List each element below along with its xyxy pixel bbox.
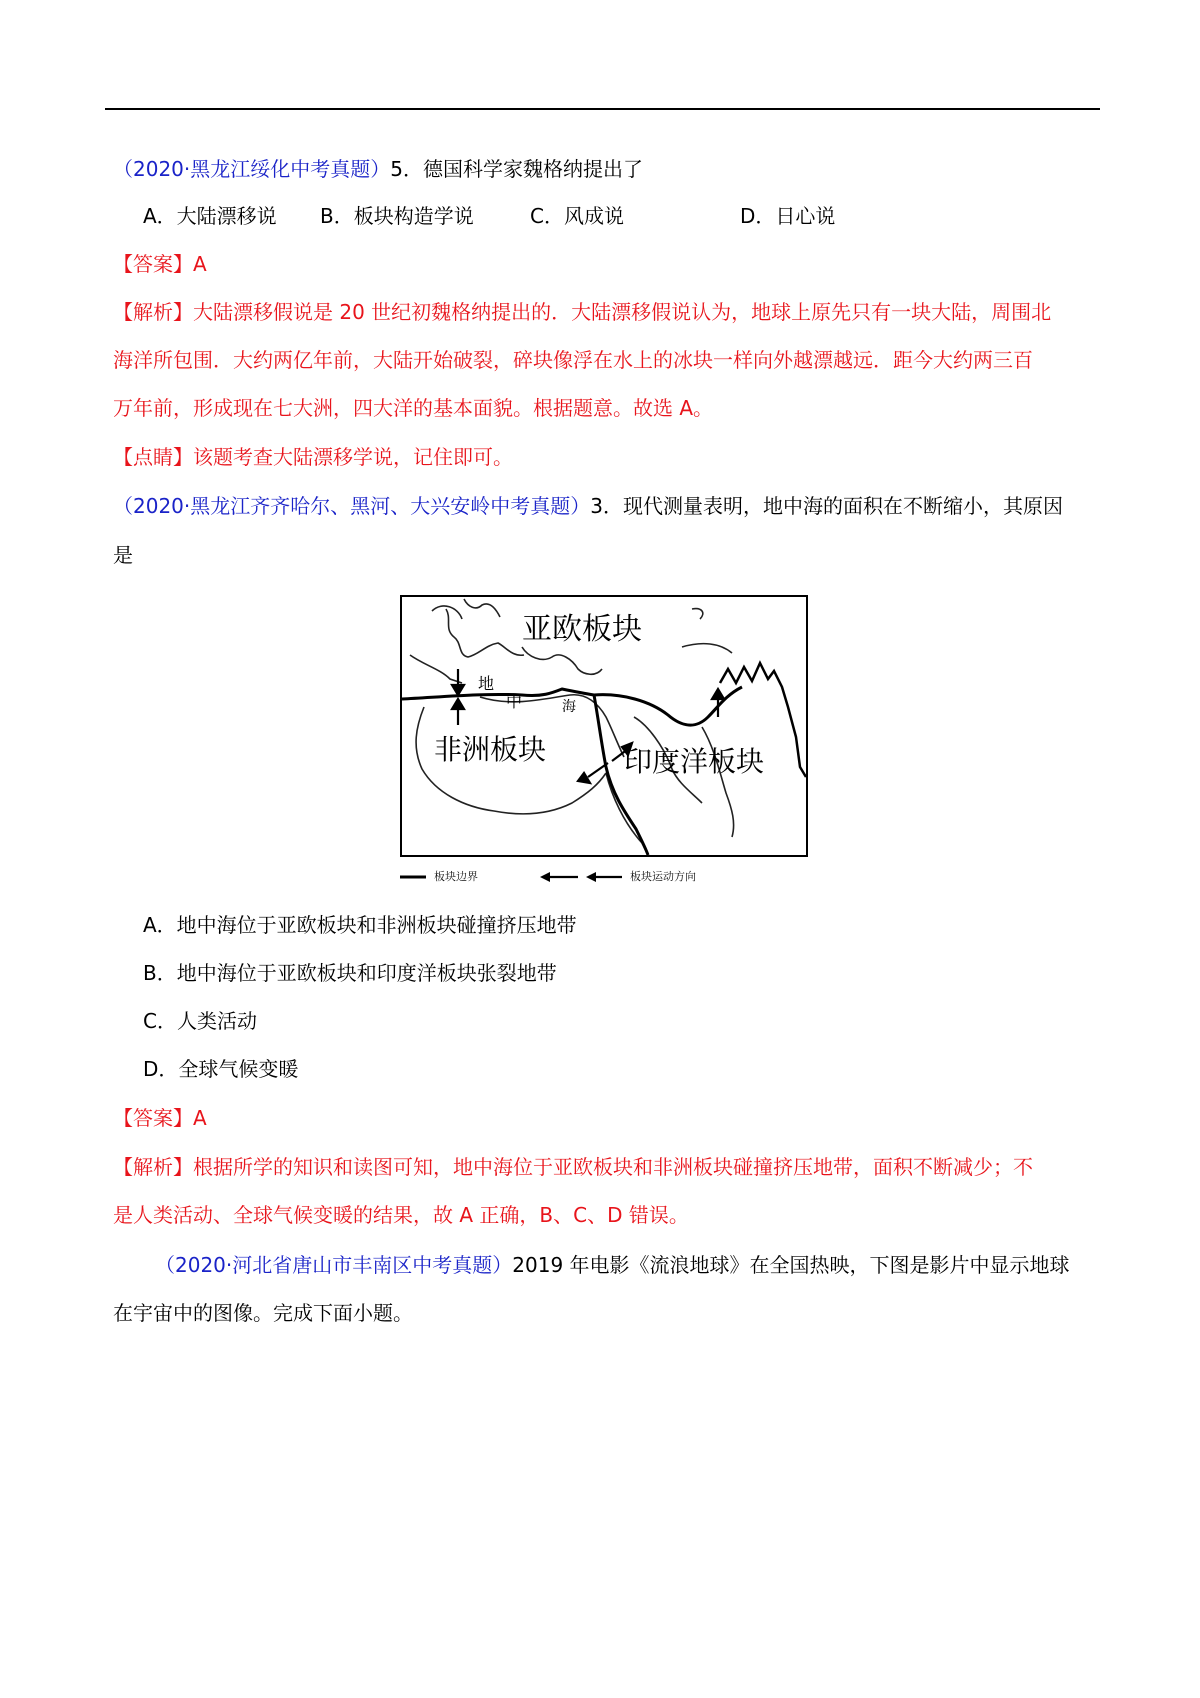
- q2-stem: [113, 492, 1063, 520]
- europe-coast: [446, 609, 524, 657]
- arrow-eurasia-south-head: [452, 685, 464, 695]
- q1-analysis-line-2: 海洋所包围．大约两亿年前，大陆开始破裂，碎块像浮在水上的冰块一样向外越漂越远．距今大约两三百: [113, 348, 1033, 372]
- q2-source: （2020·黑龙江齐齐哈尔、黑河、大兴安岭中考真题）: [113, 494, 591, 518]
- eurasia-africa-boundary: [402, 689, 594, 699]
- iberia-coast: [410, 655, 462, 683]
- plate-map-graphic: [402, 597, 806, 855]
- legend-arrow-1-head: [540, 872, 550, 882]
- q1-comment: 【点睛】该题考查大陆漂移学说，记住即可。: [113, 445, 513, 469]
- q3-stem: [155, 1251, 1070, 1279]
- label-sea-char-3: 海: [562, 700, 576, 715]
- q1-option-a: A．大陆漂移说: [143, 204, 277, 228]
- q2-stem-text: 3．现代测量表明，地中海的面积在不断缩小，其原因: [590, 494, 1063, 518]
- q1-analysis-line-3: 万年前，形成现在七大洲，四大洋的基本面貌。根据题意。故选 A。: [113, 396, 714, 420]
- q2-option-d: D．全球气候变暖: [143, 1057, 299, 1081]
- black-sea-region: [522, 647, 602, 674]
- q3-stem-text: 2019 年电影《流浪地球》在全国热映，下图是影片中显示地球: [512, 1253, 1070, 1277]
- q2-option-a: A．地中海位于亚欧板块和非洲板块碰撞挤压地带: [143, 913, 577, 937]
- plate-map: [400, 595, 808, 857]
- header-rule: [105, 108, 1100, 110]
- q3-source: （2020·河北省唐山市丰南区中考真题）: [155, 1253, 513, 1277]
- legend-direction-label: 板块运动方向: [630, 870, 696, 883]
- caspian-region: [682, 644, 732, 653]
- label-indian-ocean-plate: 印度洋板块: [624, 747, 765, 778]
- q1-answer: 【答案】A: [113, 252, 207, 276]
- aral-region: [692, 609, 703, 619]
- label-sea-char-2: 中: [506, 694, 523, 711]
- q1-option-d: D．日心说: [740, 204, 836, 228]
- q1-stem-text: 5．德国科学家魏格纳提出了: [390, 157, 643, 181]
- arrow-africa-north-head: [452, 699, 464, 709]
- legend-arrow-2-head: [586, 872, 596, 882]
- q2-stem-line-2: 是: [113, 543, 133, 567]
- legend-boundary-label: 板块边界: [434, 870, 478, 883]
- q2-option-c: C．人类活动: [143, 1009, 257, 1033]
- scandinavia-coast: [464, 599, 500, 617]
- label-eurasia-plate: 亚欧板块: [522, 613, 642, 646]
- q1-stem: [113, 155, 643, 183]
- india-coast: [702, 727, 734, 837]
- q1-option-b: B．板块构造学说: [320, 204, 474, 228]
- q3-stem-line-2: 在宇宙中的图像。完成下面小题。: [113, 1301, 413, 1325]
- label-africa-plate: 非洲板块: [434, 735, 547, 766]
- q2-answer: 【答案】A: [113, 1106, 207, 1130]
- arrow-india-north-head: [712, 689, 724, 699]
- map-legend: [400, 866, 808, 888]
- q2-option-b: B．地中海位于亚欧板块和印度洋板块张裂地带: [143, 961, 557, 985]
- q2-analysis-line-2: 是人类活动、全球气候变暖的结果，故 A 正确，B、C、D 错误。: [113, 1203, 689, 1227]
- q1-option-c: C．风成说: [530, 204, 624, 228]
- q1-analysis-line-1: 【解析】大陆漂移假说是 20 世纪初魏格纳提出的．大陆漂移假说认为，地球上原先只有一块大陆，周围北: [113, 300, 1052, 324]
- label-sea-char-1: 地: [478, 676, 495, 693]
- q2-analysis-line-1: 【解析】根据所学的知识和读图可知，地中海位于亚欧板块和非洲板块碰撞挤压地带，面积不断减少；不: [113, 1155, 1033, 1179]
- q1-source: （2020·黑龙江绥化中考真题）: [113, 157, 391, 181]
- arrow-africa-west-head: [578, 773, 590, 783]
